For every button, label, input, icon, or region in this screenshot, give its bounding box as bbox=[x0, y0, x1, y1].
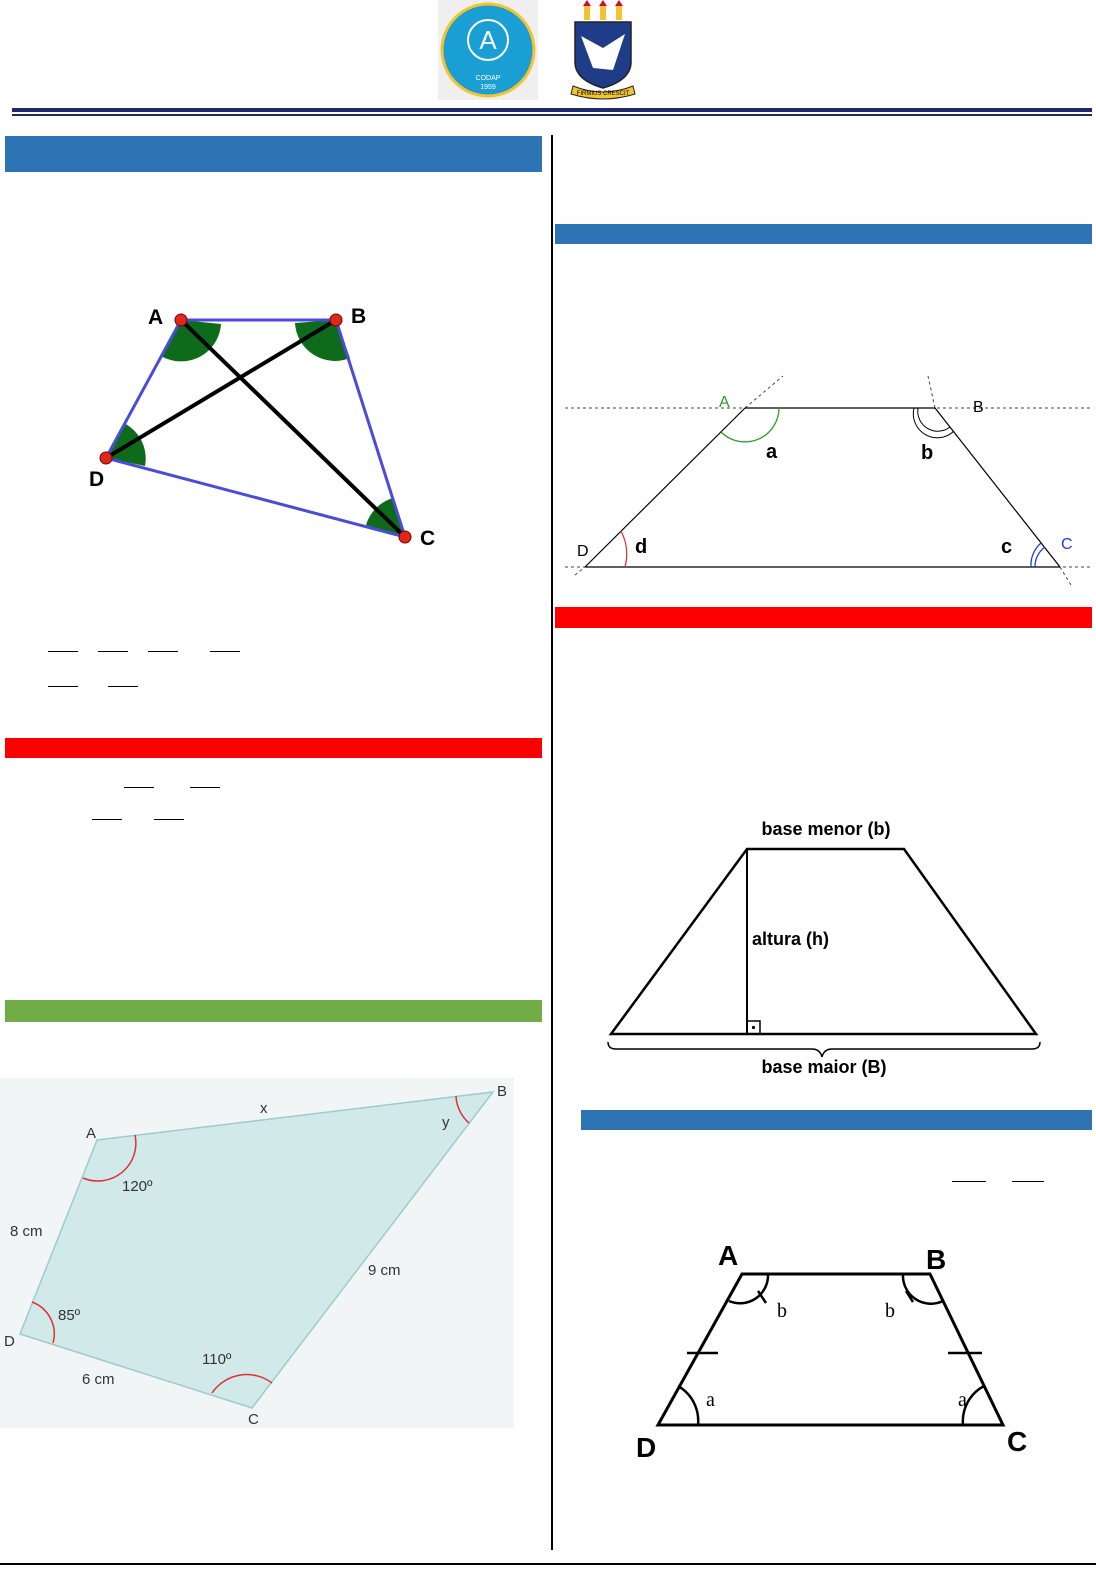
vertex-c-label: C bbox=[420, 527, 436, 550]
codap-logo-year: 1959 bbox=[480, 84, 496, 91]
ex-vertex-a: A bbox=[86, 1125, 97, 1142]
ex-vertex-b: B bbox=[497, 1083, 508, 1100]
vertex-d-label: D bbox=[89, 468, 105, 491]
iso-vertex-a: A bbox=[718, 1240, 739, 1271]
section-bar-right-bottom bbox=[581, 1110, 1092, 1130]
iso-angle-b: b bbox=[885, 1300, 895, 1322]
exercise-bar bbox=[5, 1000, 542, 1022]
header-rule-thin bbox=[12, 114, 1092, 116]
ex-side-x: x bbox=[260, 1100, 268, 1117]
ex-vertex-c: C bbox=[248, 1411, 259, 1428]
trapezoid-top-label: base menor (b) bbox=[761, 819, 891, 839]
angles-vertex-b: B bbox=[973, 399, 984, 416]
codap-logo-name: CODAP bbox=[475, 75, 501, 82]
quadrilateral-figure bbox=[80, 290, 460, 560]
trapezoid-bottom-label: base maior (B) bbox=[761, 1057, 887, 1077]
overline-1 bbox=[48, 651, 78, 652]
section-bar-right-top bbox=[555, 224, 1092, 244]
angle-b-label: b bbox=[921, 442, 934, 464]
ex-angle-y: y bbox=[442, 1114, 450, 1131]
ex-side-ad: 8 cm bbox=[10, 1223, 43, 1240]
ex-side-dc: 6 cm bbox=[82, 1371, 115, 1388]
iso-angle-c: a bbox=[958, 1389, 967, 1411]
ex-angle-d: 85º bbox=[58, 1307, 81, 1324]
overline-10 bbox=[154, 819, 184, 820]
angles-figure bbox=[555, 370, 1095, 595]
overline-11 bbox=[952, 1181, 986, 1182]
section-bar-left-top bbox=[5, 136, 542, 172]
angles-vertex-a: A bbox=[719, 394, 730, 411]
ex-angle-c: 110º bbox=[202, 1351, 232, 1368]
ex-vertex-d: D bbox=[4, 1333, 15, 1350]
angles-vertex-d: D bbox=[577, 543, 589, 560]
isosceles-figure bbox=[630, 1235, 1070, 1465]
alert-bar-right bbox=[555, 607, 1092, 628]
overline-5 bbox=[48, 686, 78, 687]
iso-vertex-d: D bbox=[636, 1432, 657, 1463]
overline-9 bbox=[92, 819, 122, 820]
footer-rule bbox=[0, 1563, 1096, 1565]
overline-8 bbox=[190, 787, 220, 788]
angle-c-label: c bbox=[1001, 536, 1013, 558]
angle-d-label: d bbox=[635, 536, 648, 558]
iso-vertex-b: B bbox=[926, 1244, 947, 1275]
overline-12 bbox=[1012, 1181, 1044, 1182]
trapezoid-figure bbox=[600, 812, 1050, 1082]
overline-3 bbox=[148, 651, 178, 652]
ex-angle-a: 120º bbox=[122, 1178, 153, 1195]
overline-7 bbox=[124, 787, 154, 788]
iso-angle-a: b bbox=[777, 1300, 787, 1322]
vertex-a-label: A bbox=[148, 306, 164, 329]
iso-vertex-c: C bbox=[1007, 1426, 1028, 1457]
codap-logo bbox=[438, 0, 538, 100]
angle-a-label: a bbox=[766, 441, 778, 463]
codap-logo-letter: A bbox=[479, 25, 497, 55]
overline-2 bbox=[98, 651, 128, 652]
alert-bar-left bbox=[5, 738, 542, 758]
overline-6 bbox=[108, 686, 138, 687]
column-divider bbox=[551, 135, 553, 1550]
ufs-logo bbox=[565, 0, 640, 100]
exercise-figure bbox=[0, 1078, 514, 1428]
ex-side-bc: 9 cm bbox=[368, 1262, 401, 1279]
ufs-logo-motto: FIRMIUS CRESCIT bbox=[576, 91, 630, 97]
header-rule bbox=[12, 108, 1092, 112]
iso-angle-d: a bbox=[706, 1389, 715, 1411]
vertex-b-label: B bbox=[351, 305, 367, 328]
angles-vertex-c: C bbox=[1061, 536, 1073, 553]
trapezoid-height-label: altura (h) bbox=[752, 929, 830, 949]
overline-4 bbox=[210, 651, 240, 652]
